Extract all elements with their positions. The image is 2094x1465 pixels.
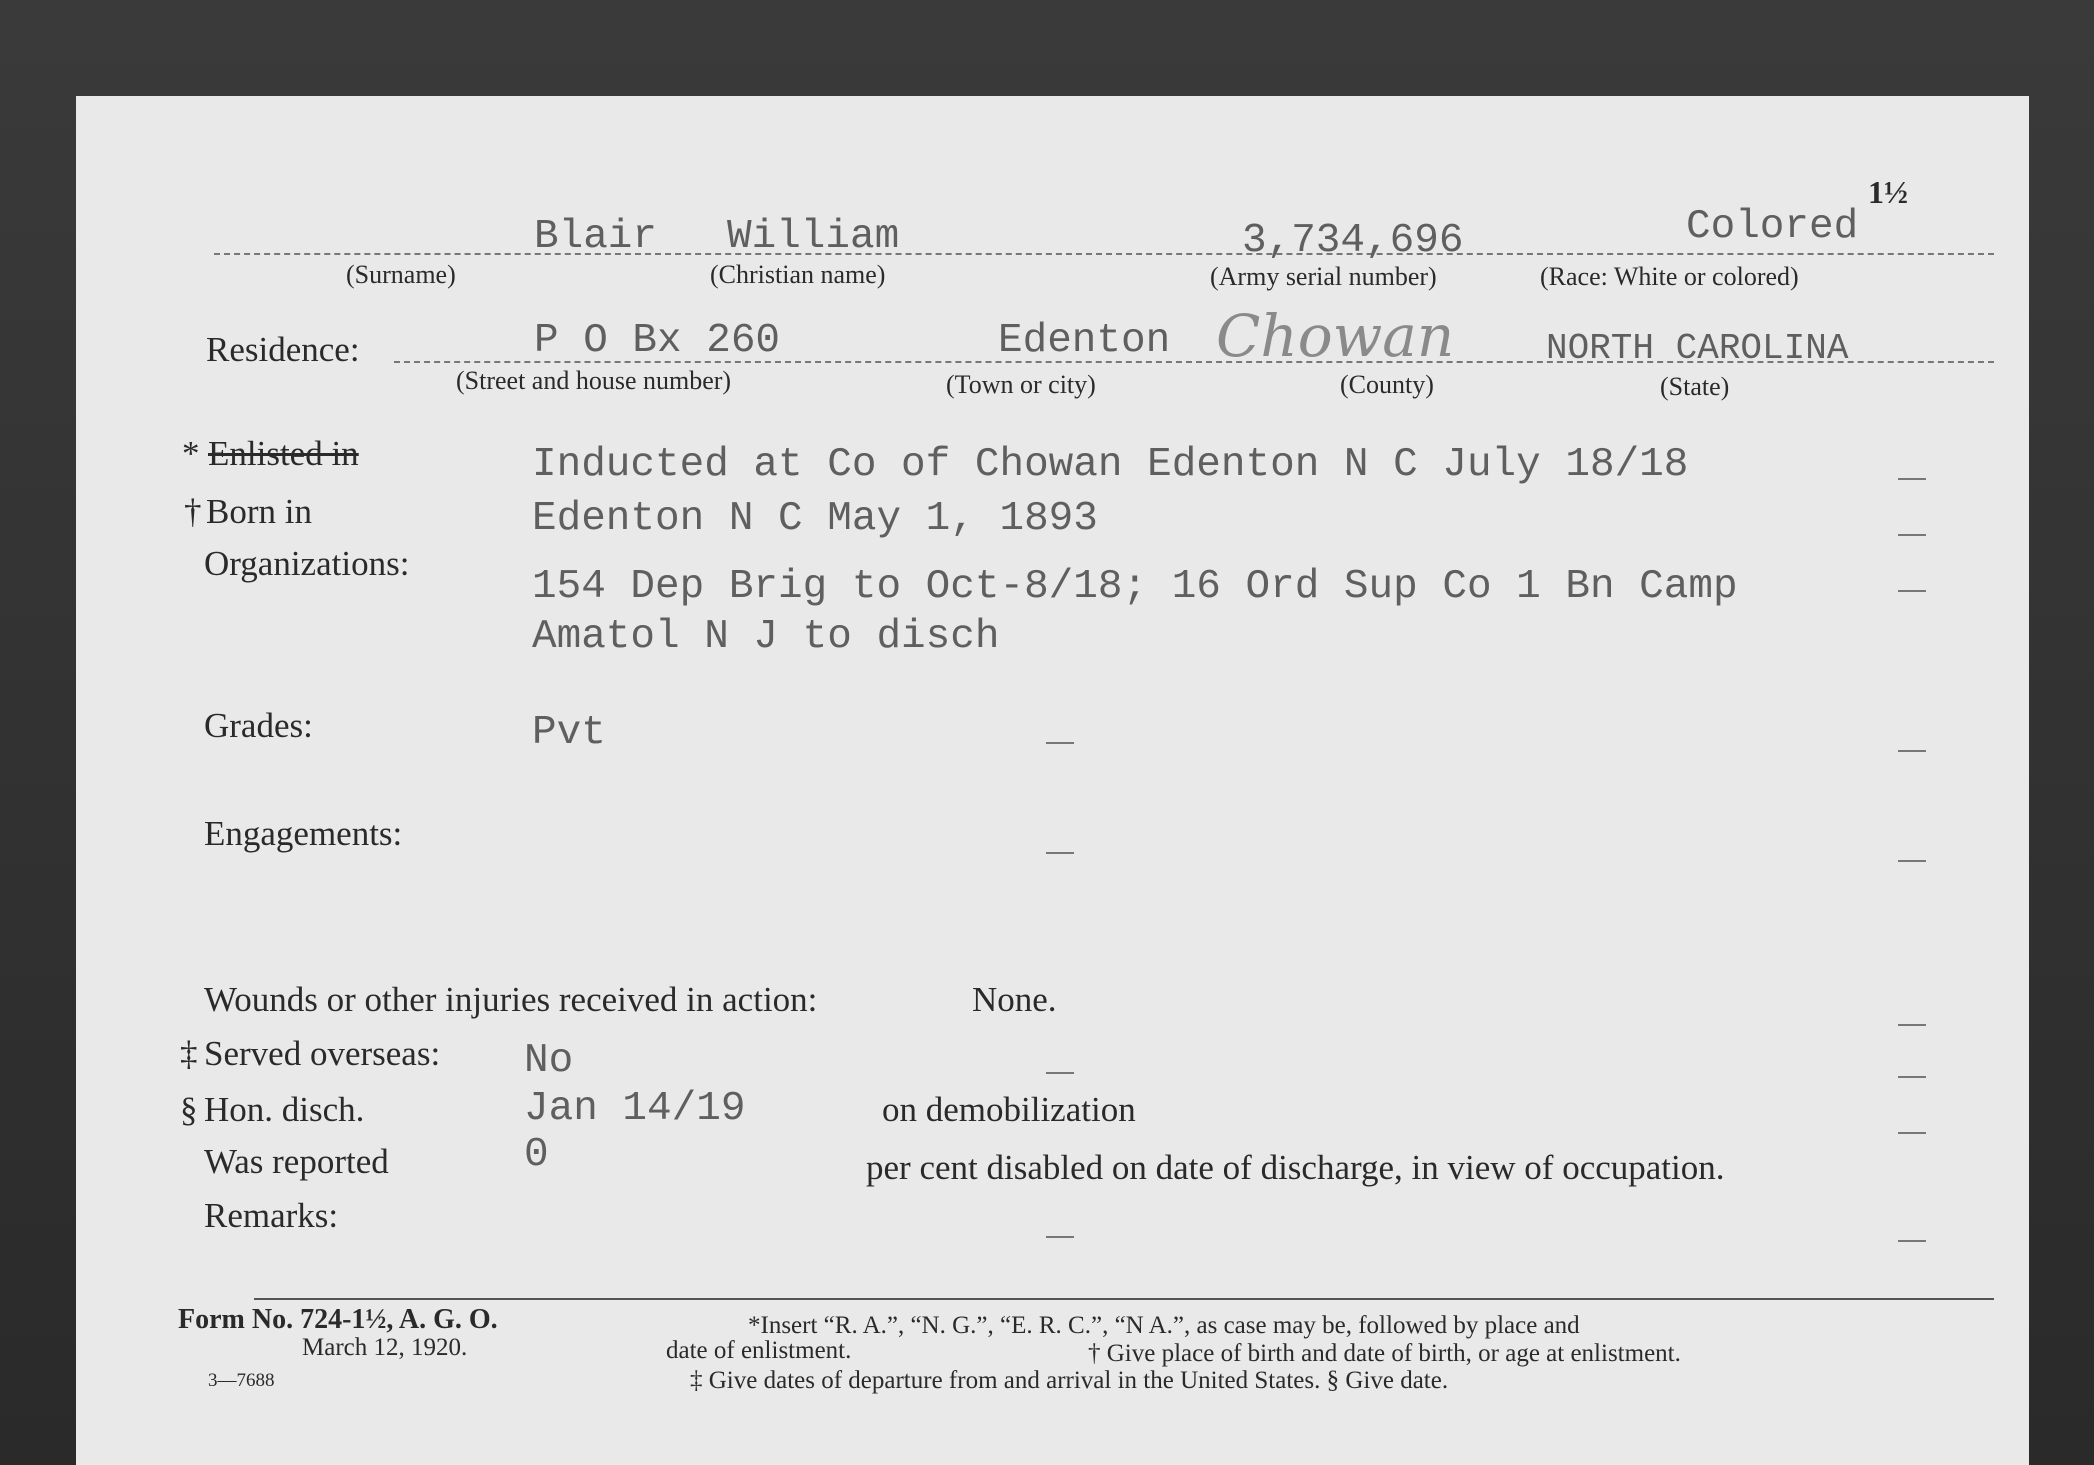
fraction-mark: 1½ (1868, 174, 1908, 210)
enlisted-value: Inducted at Co of Chowan Edenton N C July 18/18 (532, 442, 1689, 488)
born-mark: † (184, 492, 202, 531)
town-value: Edenton (998, 318, 1171, 364)
town-caption: (Town or city) (946, 370, 1096, 399)
form-number: Form No. 724-1½, A. G. O. (178, 1304, 498, 1335)
blank-mark (1898, 860, 1926, 862)
blank-mark (1898, 1240, 1926, 1242)
enlisted-label: Enlisted in (208, 434, 359, 473)
reported-value: 0 (524, 1132, 549, 1178)
footnote-2b: † Give place of birth and date of birth, or age at enlistment. (1088, 1340, 1681, 1367)
served-value: No (524, 1038, 574, 1084)
residence-label: Residence: (206, 330, 360, 369)
footnote-1: *Insert “R. A.”, “N. G.”, “E. R. C.”, “N A.”, as case may be, followed by place and (748, 1312, 1580, 1339)
served-mark: ‡ (180, 1034, 198, 1073)
service-record-card (76, 96, 2029, 1465)
county-value: Chowan (1216, 302, 1455, 370)
disabled-text: per cent disabled on date of discharge, in view of occupation. (866, 1148, 1725, 1187)
serial-number-value: 3,734,696 (1242, 218, 1464, 264)
christian-name-value: William (727, 214, 900, 260)
engagements-label: Engagements: (204, 814, 403, 853)
organizations-label: Organizations: (204, 544, 410, 583)
footnote-3: ‡ Give dates of departure from and arrival in the United States. § Give date. (690, 1367, 1449, 1394)
blank-mark (1898, 534, 1926, 536)
enlisted-mark: * (182, 434, 200, 473)
born-label: Born in (206, 492, 312, 531)
hon-disch-value: Jan 14/19 (524, 1086, 746, 1132)
blank-mark (1046, 1236, 1074, 1238)
blank-mark (1046, 1072, 1074, 1074)
name-line (214, 253, 1994, 255)
blank-mark (1898, 1132, 1926, 1134)
serial-number-caption: (Army serial number) (1210, 262, 1437, 291)
blank-mark (1046, 742, 1074, 744)
blank-mark (1898, 1076, 1926, 1078)
state-value: NORTH CAROLINA (1546, 328, 1849, 369)
blank-mark (1898, 590, 1926, 592)
born-value: Edenton N C May 1, 1893 (532, 496, 1098, 542)
demobilization-text: on demobilization (882, 1090, 1136, 1129)
footnote-2a: date of enlistment. (666, 1337, 852, 1364)
reported-label: Was reported (204, 1142, 389, 1181)
street-value: P O Bx 260 (534, 318, 781, 364)
blank-mark (1898, 478, 1926, 480)
surname-caption: (Surname) (346, 260, 456, 289)
county-caption: (County) (1340, 370, 1434, 399)
hon-disch-mark: § (180, 1090, 198, 1129)
street-caption: (Street and house number) (456, 366, 732, 395)
form-date: March 12, 1920. (302, 1334, 468, 1361)
hon-disch-label: Hon. disch. (204, 1090, 365, 1129)
grades-label: Grades: (204, 706, 313, 745)
wounds-value: None. (972, 980, 1057, 1019)
served-label: Served overseas: (204, 1034, 441, 1073)
blank-mark (1898, 1024, 1926, 1026)
blank-mark (1898, 750, 1926, 752)
christian-name-caption: (Christian name) (710, 260, 886, 289)
organizations-line2: Amatol N J to disch (532, 614, 1000, 660)
race-value: Colored (1686, 204, 1859, 250)
state-caption: (State) (1660, 372, 1730, 401)
surname-value: Blair (534, 214, 658, 260)
blank-mark (1046, 852, 1074, 854)
race-caption: (Race: White or colored) (1540, 262, 1799, 291)
print-code: 3—7688 (208, 1370, 275, 1391)
remarks-label: Remarks: (204, 1196, 339, 1235)
wounds-label: Wounds or other injuries received in action: (204, 980, 818, 1019)
organizations-line1: 154 Dep Brig to Oct-8/18; 16 Ord Sup Co 1 Bn Camp (532, 564, 1738, 610)
grades-value: Pvt (532, 710, 606, 756)
footer-rule (254, 1298, 1994, 1300)
